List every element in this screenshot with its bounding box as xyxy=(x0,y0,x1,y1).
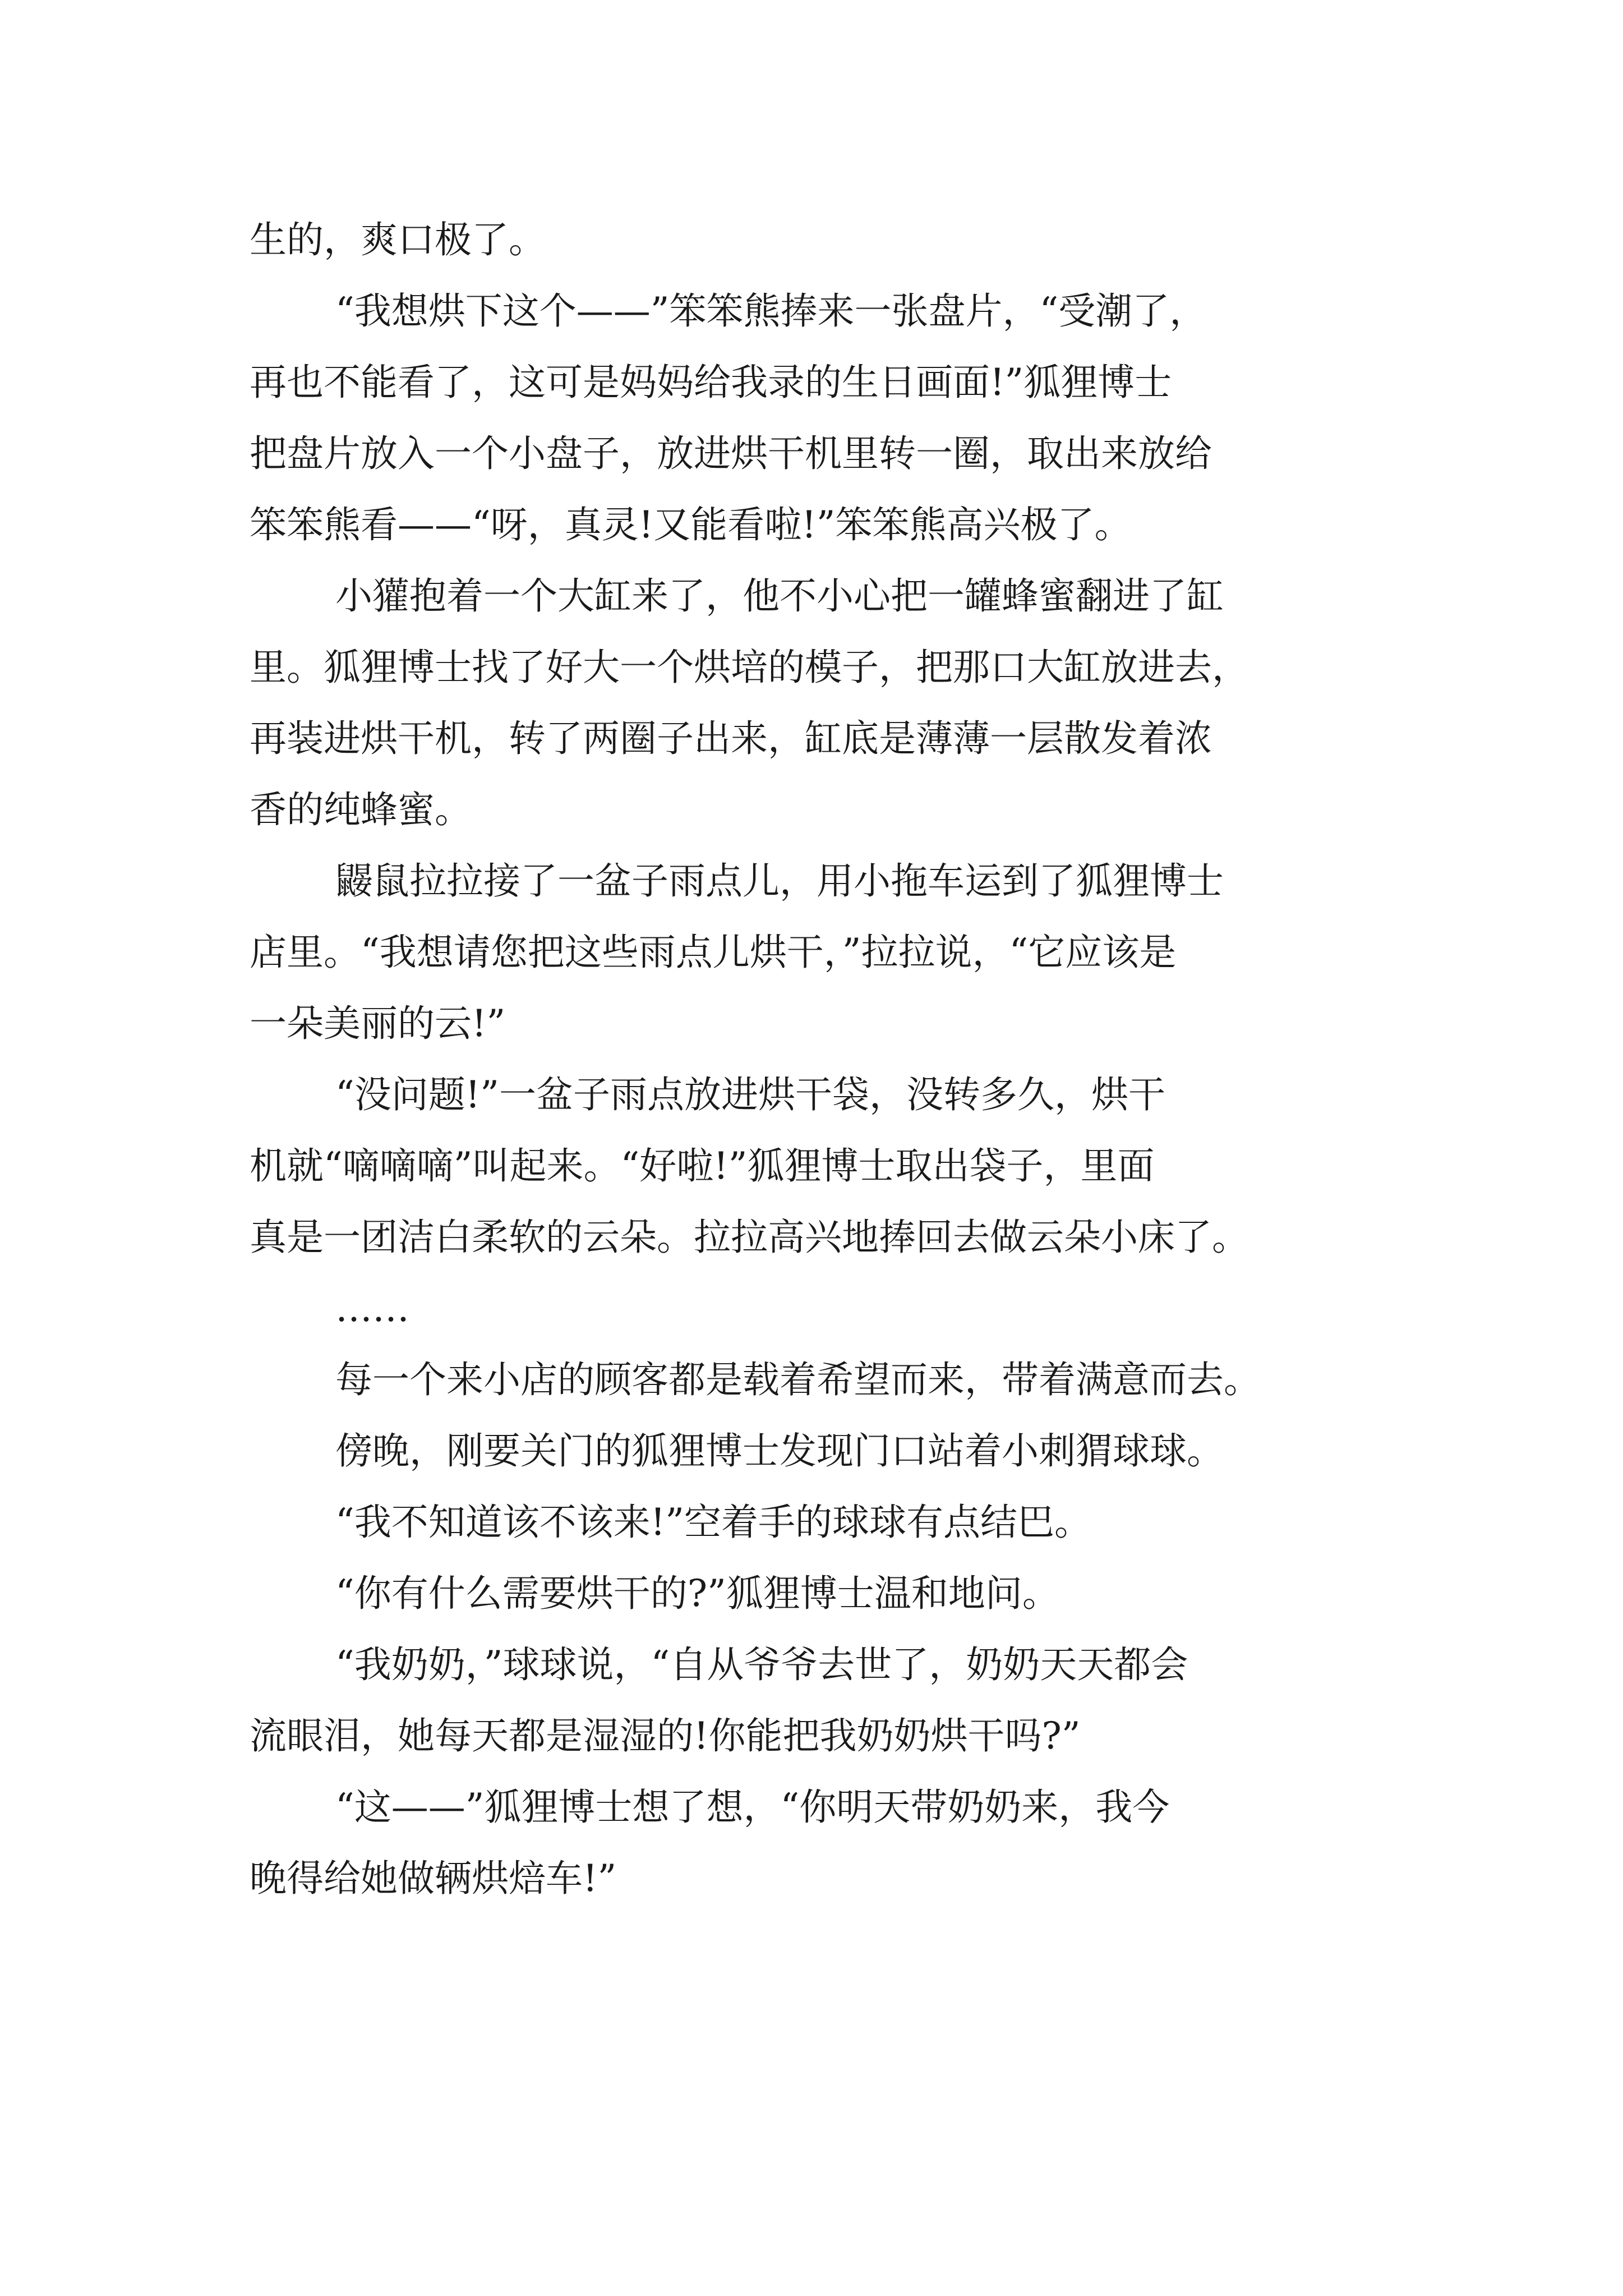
text-line xyxy=(0,990,1623,1057)
line-text: 里。狐狸博士找了好大一个烘培的模子，把那口大缸放进去， xyxy=(250,646,1249,689)
line-text: 小獾抱着一个大缸来了，他不小心把一罐蜂蜜翻进了缸 xyxy=(335,574,1224,618)
text-line xyxy=(0,1133,1623,1200)
line-text: …… xyxy=(335,1287,409,1330)
line-text: 傍晚，刚要关门的狐狸博士发现门口站着小刺猬球球。 xyxy=(335,1429,1224,1473)
line-text: “我想烘下这个——”笨笨熊捧来一张盘片，“受潮了， xyxy=(335,289,1207,333)
line-text: 机就“嘀嘀嘀”叫起来。“好啦!”狐狸博士取出袋子，里面 xyxy=(250,1144,1155,1188)
line-text: 真是一团洁白柔软的云朵。拉拉高兴地捧回去做云朵小床了。 xyxy=(250,1216,1249,1259)
text-line xyxy=(0,776,1623,844)
text-line xyxy=(0,705,1623,772)
line-text: 再装进烘干机，转了两圈子出来，缸底是薄薄一层散发着浓 xyxy=(250,717,1212,760)
line-text: 把盘片放入一个小盘子，放进烘干机里转一圈，取出来放给 xyxy=(250,432,1212,475)
line-text: “没问题!”一盆子雨点放进烘干袋，没转多久，烘干 xyxy=(335,1073,1166,1116)
text-line xyxy=(0,206,1623,274)
text-line xyxy=(0,491,1623,559)
line-text: “这——”狐狸博士想了想，“你明天带奶奶来，我今 xyxy=(335,1786,1170,1829)
line-text: “我不知道该不该来!”空着手的球球有点结巴。 xyxy=(335,1501,1092,1544)
line-text: “我奶奶，”球球说，“自从爷爷去世了，奶奶天天都会 xyxy=(335,1643,1188,1686)
text-line xyxy=(0,1061,1623,1129)
text-line xyxy=(0,919,1623,986)
line-text: 笨笨熊看——“呀，真灵!又能看啦!”笨笨熊高兴极了。 xyxy=(250,503,1132,546)
line-text: 生的，爽口极了。 xyxy=(250,218,546,261)
text-line xyxy=(0,278,1623,345)
text-line xyxy=(0,1489,1623,1556)
text-line xyxy=(0,1346,1623,1414)
text-line xyxy=(0,1560,1623,1627)
text-line xyxy=(0,634,1623,701)
line-text: 鼹鼠拉拉接了一盆子雨点儿，用小拖车运到了狐狸博士 xyxy=(335,859,1224,903)
line-text: 晚得给她做辆烘焙车!” xyxy=(250,1857,617,1900)
text-line xyxy=(0,1275,1623,1342)
line-text: 再也不能看了，这可是妈妈给我录的生日画面!”狐狸博士 xyxy=(250,361,1172,404)
line-text: 香的纯蜂蜜。 xyxy=(250,788,472,831)
text-line xyxy=(0,1845,1623,1912)
line-text: 一朵美丽的云!” xyxy=(250,1002,506,1045)
line-text: 每一个来小店的顾客都是载着希望而来，带着满意而去。 xyxy=(335,1358,1261,1401)
text-line xyxy=(0,1418,1623,1485)
text-line xyxy=(0,420,1623,487)
line-text: 流眼泪，她每天都是湿湿的!你能把我奶奶烘干吗?” xyxy=(250,1714,1081,1757)
text-line xyxy=(0,349,1623,416)
line-text: 店里。“我想请您把这些雨点儿烘干，”拉拉说，“它应该是 xyxy=(250,931,1177,974)
text-line xyxy=(0,848,1623,915)
text-line xyxy=(0,1774,1623,1841)
text-line xyxy=(0,563,1623,630)
line-text: “你有什么需要烘干的?”狐狸博士温和地问。 xyxy=(335,1572,1059,1615)
text-line xyxy=(0,1204,1623,1271)
text-line xyxy=(0,1631,1623,1699)
text-line xyxy=(0,1703,1623,1770)
